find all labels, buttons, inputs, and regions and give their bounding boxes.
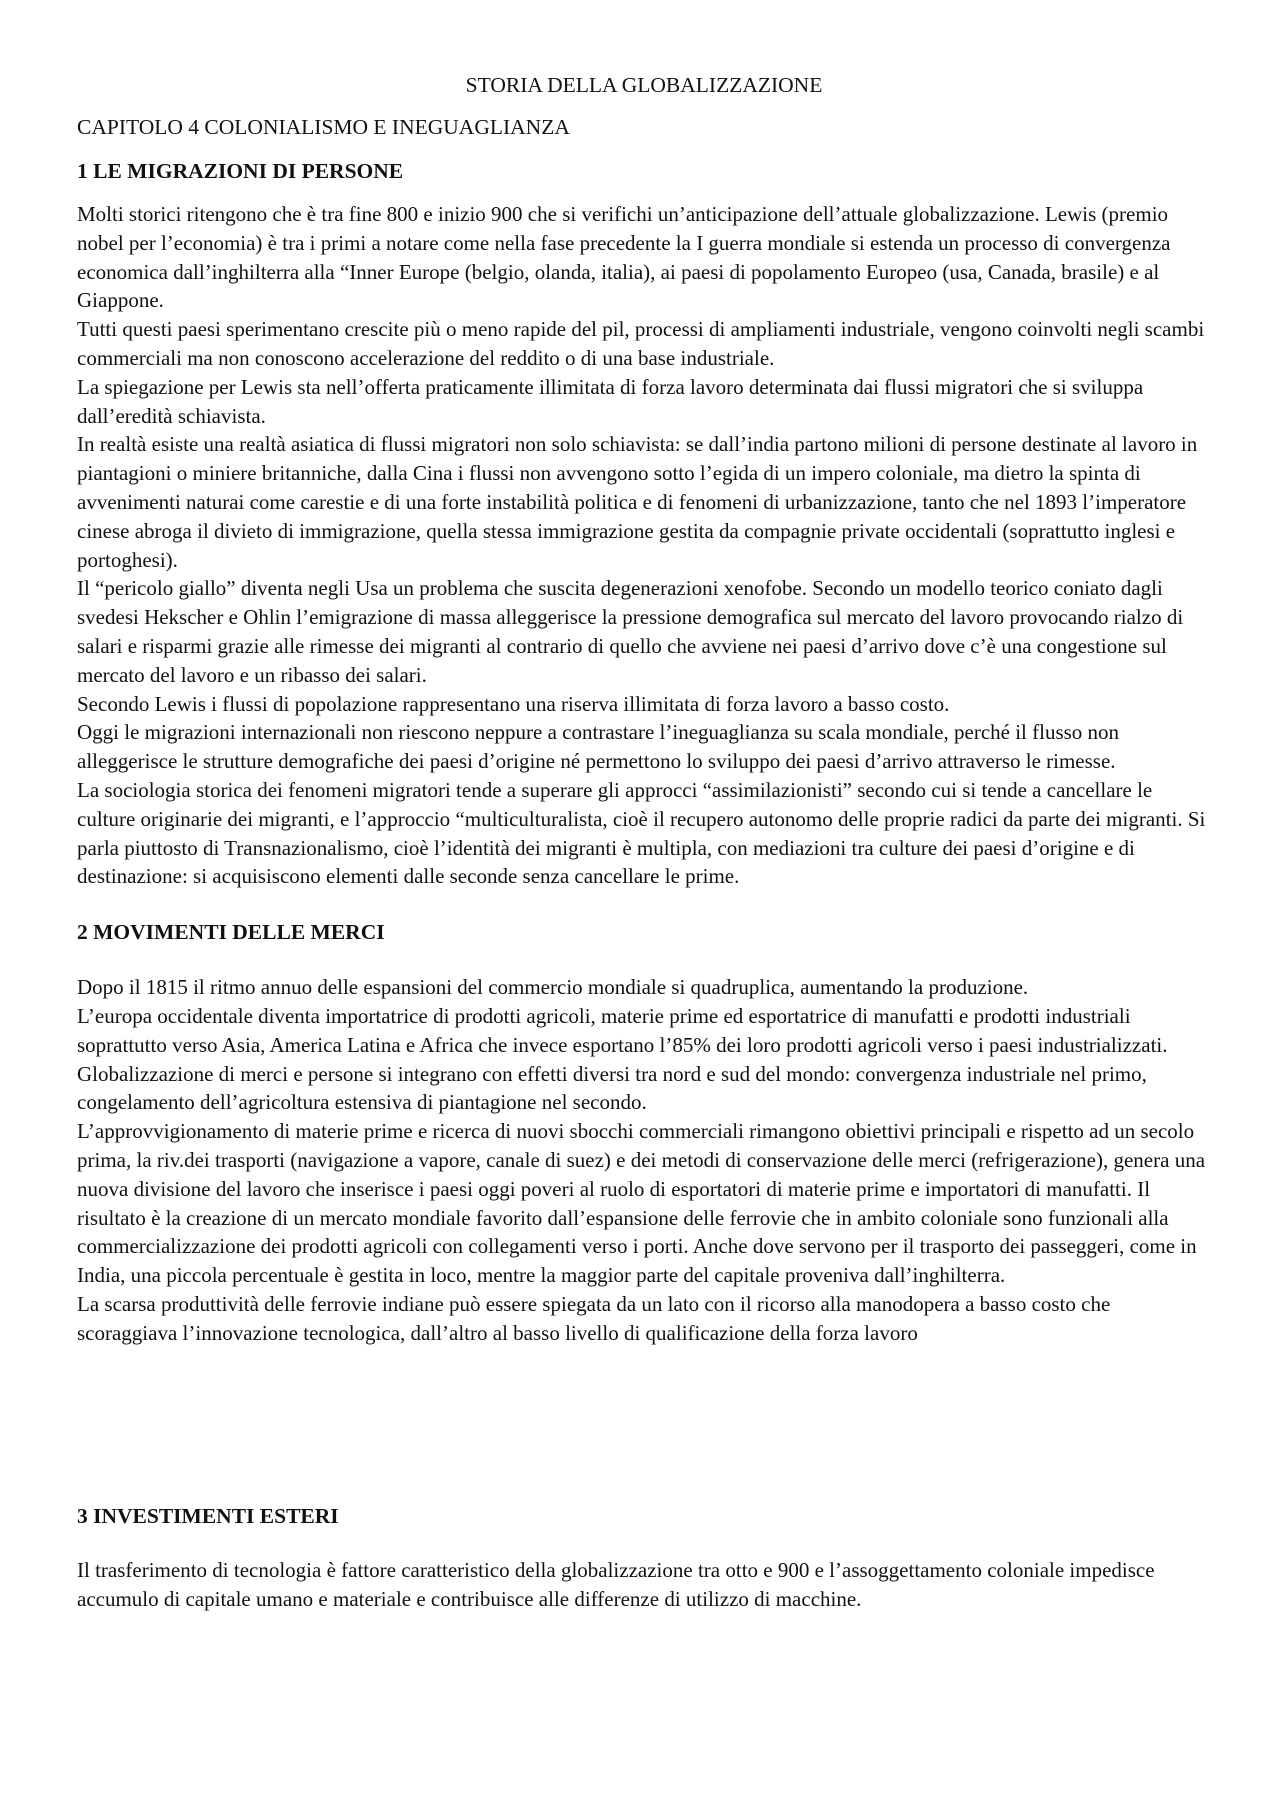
section-heading: 3 INVESTIMENTI ESTERI bbox=[77, 1504, 339, 1529]
paragraph: La sociologia storica dei fenomeni migratori tende a superare gli approcci “assimilazionisti” secondo cui si tende a cancellare le culture originarie dei migranti, e l’approccio “multiculturalista, cioè il recupero autonomo delle proprie radici da parte dei migranti. Si parla piuttosto di Transnazionalismo, cioè l’identità dei migranti è multipla, con mediazioni tra culture dei paesi d’origine e di destinazione: si acquisiscono elementi dalle seconde senza cancellare le prime. bbox=[77, 777, 1206, 889]
paragraph: Tutti questi paesi sperimentano crescite più o meno rapide del pil, processi di ampliamenti industriale, vengono coinvolti negli scambi commerciali ma non conoscono accelerazione del reddito o di una base industriale. bbox=[77, 317, 1205, 370]
section-merci bbox=[77, 919, 1211, 1347]
document-page bbox=[77, 72, 1211, 1614]
paragraph: La spiegazione per Lewis sta nell’offerta praticamente illimitata di forza lavoro determinata dai flussi migratori che si sviluppa dall’eredità schiavista. bbox=[77, 374, 1144, 428]
paragraph: Secondo Lewis i flussi di popolazione rappresentano una riserva illimitata di forza lavoro a basso costo. bbox=[77, 691, 950, 716]
paragraph: La scarsa produttività delle ferrovie indiane può essere spiegata da un lato con il ricorso alla manodopera a basso costo che scoraggiava l’innovazione tecnologica, dall’altro al basso livello di qualificazione della forza lavoro bbox=[77, 1291, 1111, 1345]
chapter-title: CAPITOLO 4 COLONIALISMO E INEGUAGLIANZA bbox=[77, 115, 570, 139]
paragraph: In realtà esiste una realtà asiatica di flussi migratori non solo schiavista: se dall’india partono milioni di persone destinate al lavoro in piantagioni o miniere britanniche, dalla Cina i flussi non avvengono sotto l’egida di un impero coloniale, ma dietro la spinta di avvenimenti naturai come carestie e di una forte instabilità politica e di fenomeni di urbanizzazione, tanto che nel 1893 l’imperatore cinese abroga il divieto di immigrazione, quella stessa immigrazione gestita da compagnie private occidentali (soprattutto inglesi e portoghesi). bbox=[77, 432, 1198, 572]
section-investimenti bbox=[77, 1503, 1211, 1614]
section-heading: 2 MOVIMENTI DELLE MERCI bbox=[77, 920, 385, 945]
section-migrazioni bbox=[77, 158, 1211, 891]
paragraph: Dopo il 1815 il ritmo annuo delle espansioni del commercio mondiale si quadruplica, aumentando la produzione. bbox=[77, 975, 1029, 1000]
document-title: STORIA DELLA GLOBALIZZAZIONE bbox=[465, 73, 823, 97]
paragraph: Il trasferimento di tecnologia è fattore caratteristico della globalizzazione tra otto e 900 e l’assoggettamento coloniale impedisce accumulo di capitale umano e materiale e contribuisce alle differenze di utilizzo di macchine. bbox=[77, 1558, 1155, 1612]
section-heading: 1 LE MIGRAZIONI DI PERSONE bbox=[77, 159, 404, 183]
paragraph: Il “pericolo giallo” diventa negli Usa un problema che suscita degenerazioni xenofobe. Secondo un modello teorico coniato dagli svedesi Hekscher e Ohlin l’emigrazione di massa alleggerisce la pressione demografica sul mercato del lavoro provocando rialzo di salari e risparmi grazie alle rimesse dei migranti al contrario di quello che avviene nei paesi d’arrivo dove c’è una congestione sul mercato del lavoro e un ribasso dei salari. bbox=[77, 576, 1184, 687]
paragraph: Molti storici ritengono che è tra fine 800 e inizio 900 che si verifichi un’anticipazione dell’attuale globalizzazione. Lewis (premio nobel per l’economia) è tra i primi a notare come nella fase precedente la I guerra mondiale si estenda un processo di convergenza economica dall’inghilterra alla “Inner Europe (belgio, olanda, italia), ai paesi di popolamento Europeo (usa, Canada, brasile) e al Giappone. bbox=[77, 202, 1171, 313]
paragraph: Oggi le migrazioni internazionali non riescono neppure a contrastare l’ineguaglianza su scala mondiale, perché il flusso non alleggerisce le strutture demografiche dei paesi d’origine né permettono lo sviluppo dei paesi d’arrivo attraverso le rimesse. bbox=[77, 720, 1120, 774]
paragraph: L’approvvigionamento di materie prime e ricerca di nuovi sbocchi commerciali rimangono obiettivi principali e rispetto ad un secolo prima, la riv.dei trasporti (navigazione a vapore, canale di suez) e dei metodi di conservazione delle merci (refrigerazione), genera una nuova divisione del lavoro che inserisce i paesi oggi poveri al ruolo di esportatori di materie prime e importatori di manufatti. Il risultato è la creazione di un mercato mondiale favorito dall’espansione delle ferrovie che in ambito coloniale sono funzionali alla commercializzazione dei prodotti agricoli con collegamenti verso i porti. Anche dove servono per il trasporto dei passeggeri, come in India, una piccola percentuale è gestita in loco, mentre la maggior parte del capitale proveniva dall’inghilterra. bbox=[77, 1119, 1206, 1288]
paragraph: L’europa occidentale diventa importatrice di prodotti agricoli, materie prime ed esportatrice di manufatti e prodotti industriali soprattutto verso Asia, America Latina e Africa che invece esportano l’85% dei loro prodotti agricoli verso i paesi industrializzati. Globalizzazione di merci e persone si integrano con effetti diversi tra nord e sud del mondo: convergenza industriale nel primo, congelamento dell’agricoltura estensiva di piantagione nel secondo. bbox=[77, 1003, 1168, 1115]
